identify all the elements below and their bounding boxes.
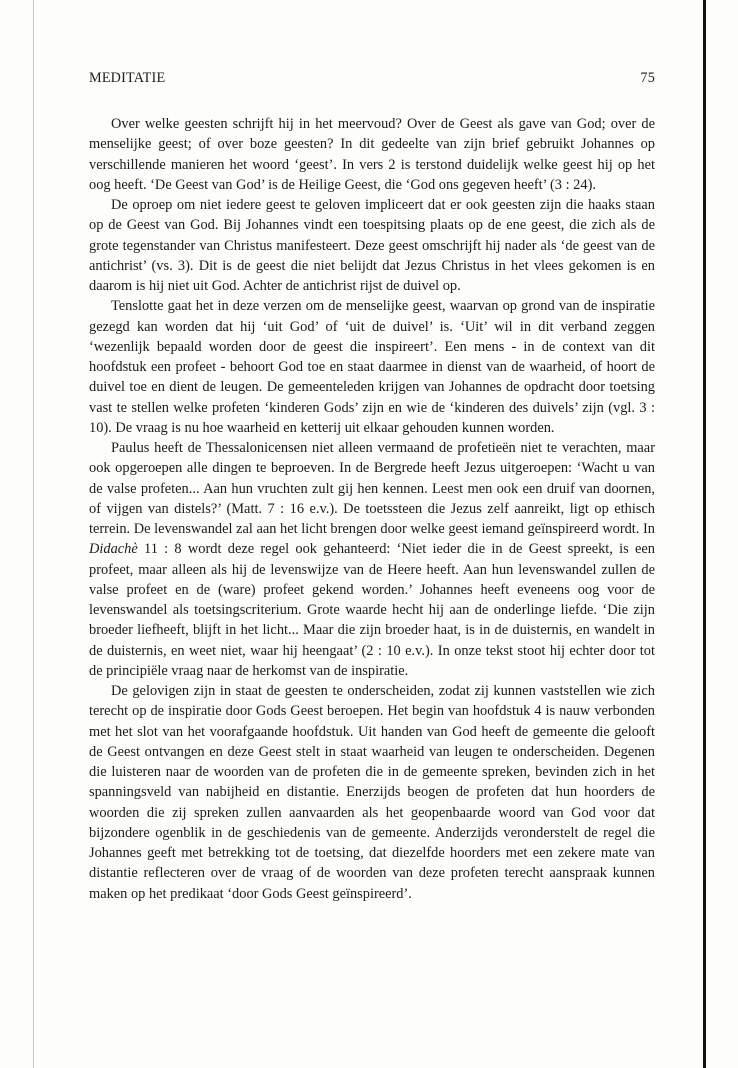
paragraph-4-text-start: Paulus heeft de Thessalonicensen niet alleen vermaand de profetieën niet te verachten, maar ook opgeroepen alle dingen te beproeven. In de Bergrede heeft Jezus uitgeroepen: ‘Wacht u van de valse profeten... Aan hun vruchten zult gij hen kennen. Leest men ook een druif van doornen, of vijgen van distels?’ (Matt. 7 : 16 e.v.). De toetssteen die Jezus zelf aanreikt, ligt op ethisch terrein. De levenswandel zal aan het licht brengen door welke geest iemand geïnspireerd wordt. In bbox=[89, 440, 655, 537]
paragraph-4-text-end: 11 : 8 wordt deze regel ook gehanteerd: ‘Niet ieder die in de Geest spreekt, is een profeet, maar alleen als hij de levenswijze van de Heere heeft. Aan hun levenswandel zullen de valse profeet en de (ware) profeet gekend worden.’ Johannes heeft eveneens oog voor de levenswandel als toetsingscriterium. Grote waarde hecht hij aan de onderlinge liefde. ‘Die zijn broeder liefheeft, blijft in het licht... Maar die zijn broeder haat, is in de duisternis, en wandelt in de duisternis, en weet niet, waar hij heengaat’ (2 : 10 e.v.). In onze tekst stoot hij echter door tot de principiële vraag naar de herkomst van de inspiratie. bbox=[89, 541, 655, 679]
paragraph-3: Tenslotte gaat het in deze verzen om de menselijke geest, waarvan op grond van de inspiratie gezegd kan worden dat hij ‘uit God’ of ‘uit de duivel’ is. ‘Uit’ wil in dit verband zeggen ‘wezenlijk bepaald worden door de geest die inspireert’. Een mens - in de context van dit hoofdstuk een profeet - behoort God toe en staat daarmee in dienst van de waarheid, of hoort de duivel toe en dient de leugen. De gemeenteleden krijgen van Johannes de opdracht door toetsing vast te stellen welke profeten ‘kinderen Gods’ zijn en wie de ‘kinderen des duivels’ zijn (vgl. 3 : 10). De vraag is nu hoe waarheid en ketterij uit elkaar gehouden kunnen worden. bbox=[89, 298, 655, 436]
page-left-edge bbox=[33, 0, 34, 1068]
body-text bbox=[89, 114, 655, 904]
didache-title: Didachè bbox=[89, 541, 138, 558]
running-header-title: MEDITATIE bbox=[89, 70, 166, 86]
running-header bbox=[89, 70, 655, 87]
paragraph-1: Over welke geesten schrijft hij in het meervoud? Over de Geest als gave van God; over de menselijke geest; of over boze geesten? In dit gedeelte van zijn brief gebruikt Johannes op verschillende manieren het woord ‘geest’. In vers 2 is terstond duidelijk welke geest hij op het oog heeft. ‘De Geest van God’ is de Heilige Geest, die ‘God ons gegeven heeft’ (3 : 24). bbox=[89, 116, 655, 193]
paragraph-2: De oproep om niet iedere geest te geloven impliceert dat er ook geesten zijn die haaks staan op de Geest van God. Bij Johannes vindt een toespitsing plaats op de ene geest, die zich als de grote tegenstander van Christus manifesteert. Deze geest omschrijft hij nader als ‘de geest van de antichrist’ (vs. 3). Dit is de geest die niet belijdt dat Jezus Christus in het vlees gekomen is en daarom is hij niet uit God. Achter de antichrist rijst de duivel op. bbox=[89, 197, 655, 294]
paragraph-5: De gelovigen zijn in staat de geesten te onderscheiden, zodat zij kunnen vaststellen wie zich terecht op de inspiratie door Gods Geest beroepen. Het begin van hoofdstuk 4 is nauw verbonden met het slot van het voorafgaande hoofdstuk. Uit handen van God heeft de gemeente die gelooft de Geest ontvangen en deze Geest stelt in staat waarheid van leugen te onderscheiden. Degenen die luisteren naar de woorden van de profeten die in de gemeente spreken, bevinden zich in het spanningsveld van nabijheid en distantie. Enerzijds beogen de profeten dat hun hoorders de woorden die zij spreken zullen aanvaarden als het geopenbaarde woord van God voor dat bijzondere ogenblik in de geschiedenis van de gemeente. Anderzijds veronderstelt de regel die Johannes geeft met betrekking tot de toetsing, dat diezelfde hoorders met een zekere mate van distantie reflecteren over de vraag of de woorden van deze profeten terecht aanspraak kunnen maken op het predikaat ‘door Gods Geest geïnspireerd’. bbox=[89, 683, 655, 902]
page-number: 75 bbox=[640, 70, 655, 86]
paragraph-4 bbox=[89, 438, 655, 681]
page-right-edge bbox=[703, 0, 706, 1068]
